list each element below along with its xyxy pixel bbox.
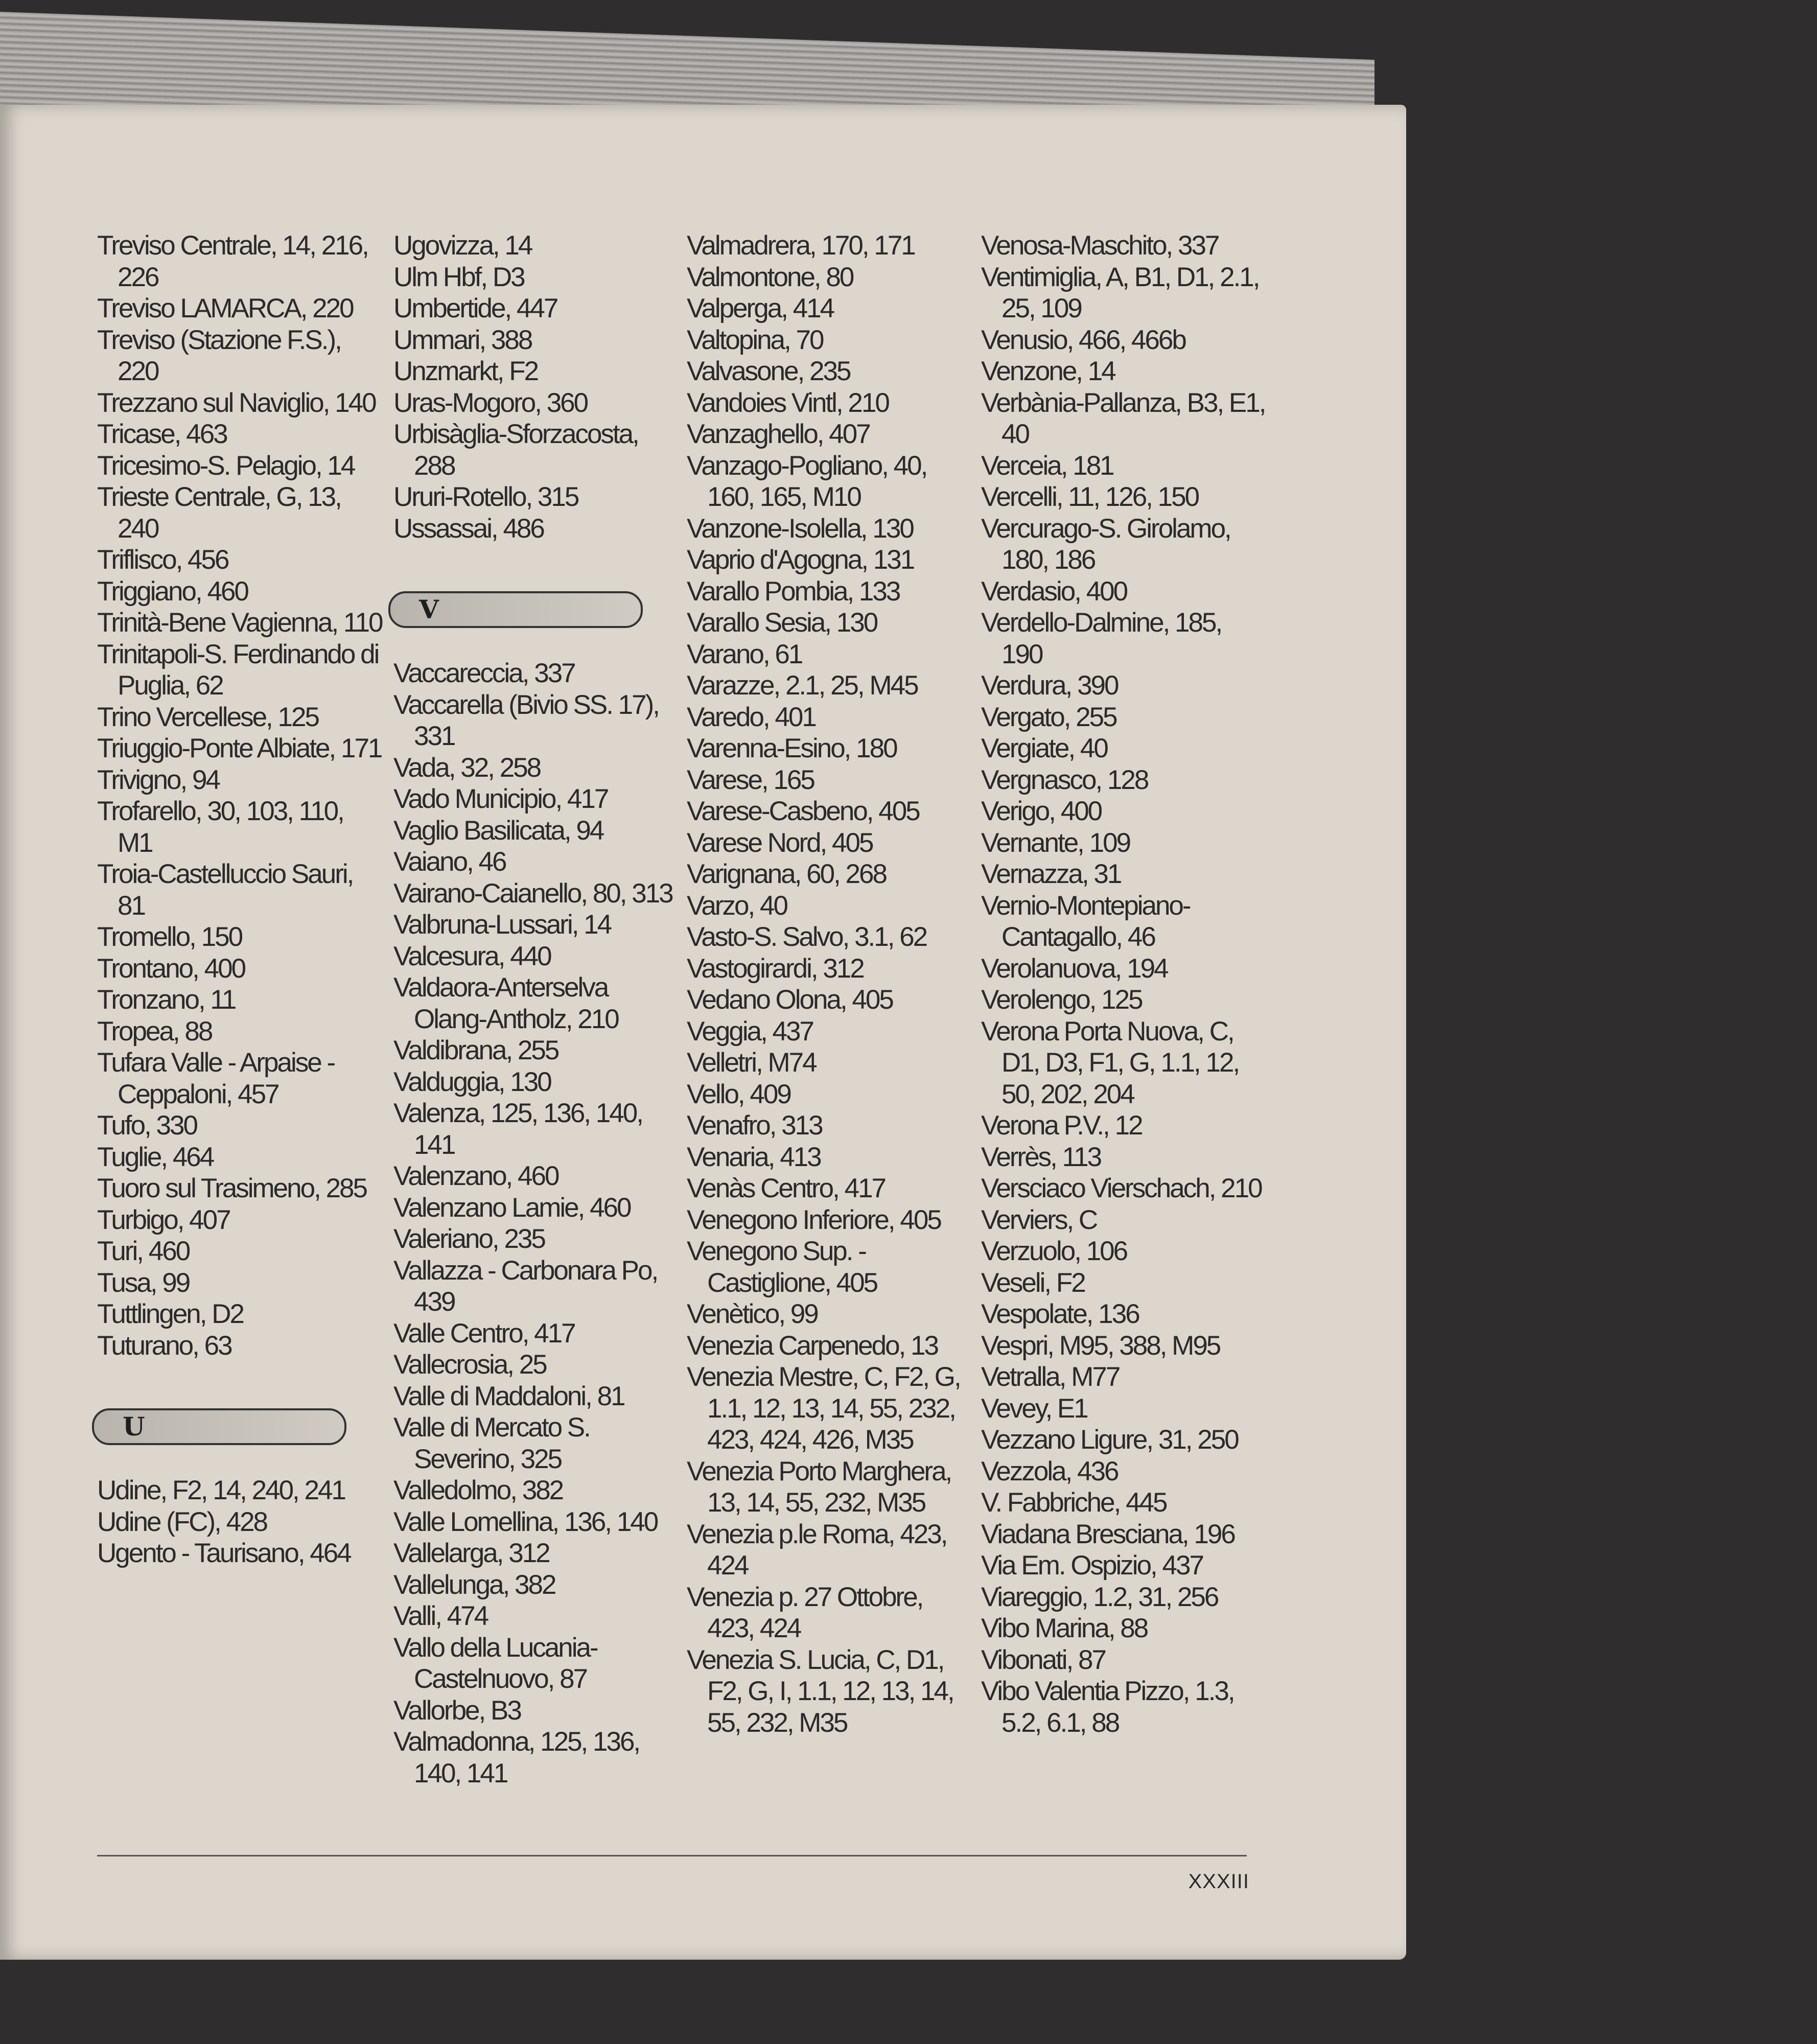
index-entry: Tronzano, 11 [97,985,236,1015]
index-entry: Vernante, 109 [981,827,1130,858]
index-entry: Varallo Sesia, 130 [687,608,877,638]
index-entry: Venezia p. 27 Ottobre, 423, 424 [687,1582,923,1643]
index-entry: Trieste Centrale, G, 13, 240 [97,482,341,544]
index-entry: Valmontone, 80 [687,262,853,292]
index-entry: Valenzano Lamie, 460 [393,1192,631,1223]
index-entry: Varignana, 60, 268 [687,859,886,889]
page-number: XXXIII [1188,1870,1249,1893]
index-entry: Vaccareccia, 337 [393,658,575,688]
index-entry: Trontano, 400 [97,953,245,984]
index-entry: Vanzago-Pogliano, 40, 160, 165, M10 [687,450,927,512]
index-entry: Vibo Marina, 88 [981,1613,1148,1643]
index-column-2 [393,230,680,1789]
index-entry: Vetralla, M77 [981,1362,1120,1392]
index-entry: Viareggio, 1.2, 31, 256 [981,1582,1218,1612]
index-entry: Valledolmo, 382 [393,1475,563,1505]
index-entry: Vergato, 255 [981,702,1116,732]
index-entry: Vanzone-Isolella, 130 [687,513,913,544]
index-entry: Venafro, 313 [687,1110,822,1141]
section-letter: V [419,594,439,624]
index-entry: Turbigo, 407 [97,1204,230,1235]
index-entry: Valbruna-Lussari, 14 [393,910,611,940]
index-entry: Viadana Bresciana, 196 [981,1519,1234,1549]
index-entry: Verrès, 113 [981,1142,1101,1172]
index-entry: Trivigno, 94 [97,764,219,795]
index-entry: Valmadonna, 125, 136, 140, 141 [393,1727,640,1788]
index-entry: Valtopina, 70 [687,324,823,355]
index-entry: Venusio, 466, 466b [981,324,1185,355]
index-entry: Trinità-Bene Vagienna, 110 [97,608,382,638]
index-entry: Valli, 474 [393,1601,488,1631]
index-entry: Valdaora-Anterselva Olang-Antholz, 210 [393,972,618,1034]
index-entry: Tuttlingen, D2 [97,1299,243,1329]
index-entry: Trinitapoli-S. Ferdinando di Puglia, 62 [97,639,379,701]
index-entry: Vado Municipio, 417 [393,784,608,814]
index-entry: Verdello-Dalmine, 185, 190 [981,608,1222,669]
index-entry: Verolanuova, 194 [981,953,1168,984]
index-entry: Verona Porta Nuova, C, D1, D3, F1, G, 1.1, 12, 50, 202, 204 [981,1016,1239,1109]
index-entry: Tuoro sul Trasimeno, 285 [97,1173,366,1203]
index-entry: Urbisàglia-Sforzacosta, 288 [393,419,638,481]
index-entry: Tricase, 463 [97,419,227,449]
index-entry: Trofarello, 30, 103, 110, M1 [97,796,343,858]
index-entry: Vallazza - Carbonara Po, 439 [393,1255,658,1317]
index-entry: Vevey, E1 [981,1393,1087,1424]
index-entry: Unzmarkt, F2 [393,356,538,386]
index-entry: Valdibrana, 255 [393,1035,558,1065]
index-entry: Versciaco Vierschach, 210 [981,1173,1262,1203]
index-entry: Ummari, 388 [393,324,532,355]
index-entry: Trino Vercellese, 125 [97,702,318,732]
index-entry: Venegono Sup. - Castiglione, 405 [687,1236,877,1298]
index-entry: Varese Nord, 405 [687,827,873,858]
index-column-3 [687,230,973,1738]
index-entry: Varallo Pombia, 133 [687,576,900,607]
index-entry: Treviso LAMARCA, 220 [97,293,353,323]
index-entry: Verigo, 400 [981,796,1102,826]
index-entry: Vibonati, 87 [981,1644,1105,1675]
index-entry: Varano, 61 [687,639,802,669]
index-entry: Verzuolo, 106 [981,1236,1127,1266]
index-entry: Vallorbe, B3 [393,1695,521,1726]
index-entry: Via Em. Ospizio, 437 [981,1550,1203,1581]
index-entry: Varedo, 401 [687,702,816,732]
index-entry: Vergiate, 40 [981,733,1107,763]
index-entry: Vallelarga, 312 [393,1538,549,1568]
index-entry: Umbertide, 447 [393,293,557,323]
index-entry: Valle Centro, 417 [393,1318,575,1349]
index-entry: Ussassai, 486 [393,513,544,544]
index-entry: Verbània-Pallanza, B3, E1, 40 [981,387,1265,449]
index-entry: Vairano-Caianello, 80, 313 [393,878,672,909]
index-entry: Valduggia, 130 [393,1066,551,1097]
index-entry: Venezia Porto Marghera, 13, 14, 55, 232, M35 [687,1456,951,1518]
index-column-1 [97,230,383,1569]
index-entry: Verdura, 390 [981,670,1118,701]
index-entry: Varzo, 40 [687,890,787,921]
index-entry: Valvasone, 235 [687,356,850,386]
index-entry: Uras-Mogoro, 360 [393,387,588,418]
index-entry: Treviso (Stazione F.S.), 220 [97,324,341,386]
index-entry: Verona P.V., 12 [981,1110,1142,1141]
index-entry: Trezzano sul Naviglio, 140 [97,387,376,418]
index-entry: Vanzaghello, 407 [687,419,870,449]
index-entry: V. Fabbriche, 445 [981,1488,1167,1518]
index-entry: Verdasio, 400 [981,576,1127,607]
index-entry: Valle di Maddaloni, 81 [393,1381,624,1411]
index-entry: Troia-Castelluccio Sauri, 81 [97,859,353,921]
index-entry: Varazze, 2.1, 25, M45 [687,670,918,701]
index-entry: Vaccarella (Bivio SS. 17), 331 [393,689,659,751]
index-entry: Ugento - Taurisano, 464 [97,1538,351,1568]
index-entry: Venegono Inferiore, 405 [687,1204,941,1235]
index-entry: Varenna-Esino, 180 [687,733,897,763]
index-entry: Valeriano, 235 [393,1224,545,1254]
index-entry: Valenzano, 460 [393,1161,558,1191]
index-entry: Tropea, 88 [97,1016,212,1047]
index-entry: Tusa, 99 [97,1267,190,1298]
index-entry: Velletri, M74 [687,1048,816,1078]
index-entry: Tromello, 150 [97,922,242,952]
index-entry: Vernio-Montepiano-Cantagallo, 46 [981,890,1190,952]
index-entry: Venezia Mestre, C, F2, G, 1.1, 12, 13, 14, 55, 232, 423, 424, 426, M35 [687,1362,960,1455]
index-entry: Vastogirardi, 312 [687,953,864,984]
index-entry: Venezia S. Lucia, C, D1, F2, G, I, 1.1, 12, 13, 14, 55, 232, M35 [687,1644,953,1738]
index-entry: Vaglio Basilicata, 94 [393,815,603,846]
index-entry: Vespri, M95, 388, M95 [981,1330,1220,1361]
index-entry: Tuglie, 464 [97,1142,214,1172]
index-entry: Venezia p.le Roma, 423, 424 [687,1519,947,1581]
index-entry: Ventimiglia, A, B1, D1, 2.1, 25, 109 [981,262,1259,323]
index-entry: Venzone, 14 [981,356,1115,386]
index-entry: Venosa-Maschito, 337 [981,230,1219,261]
index-entry: Vercurago-S. Girolamo, 180, 186 [981,513,1230,575]
index-entry: Vasto-S. Salvo, 3.1, 62 [687,922,927,952]
index-column-4 [981,230,1267,1738]
index-entry: Treviso Centrale, 14, 216, 226 [97,230,368,292]
index-entry: Vespolate, 136 [981,1299,1139,1329]
index-entry: Valle Lomellina, 136, 140 [393,1506,658,1537]
index-entry: Tuturano, 63 [97,1330,231,1361]
index-entry: Udine, F2, 14, 240, 241 [97,1475,345,1505]
section-header [388,591,643,628]
index-entry: Vada, 32, 258 [393,752,541,783]
index-entry: Valmadrera, 170, 171 [687,230,915,261]
index-entry: Valle di Mercato S. Severino, 325 [393,1412,590,1474]
index-entry: Tricesimo-S. Pelagio, 14 [97,450,355,481]
index-entry: Vibo Valentia Pizzo, 1.3, 5.2, 6.1, 88 [981,1676,1234,1738]
index-entry: Veggia, 437 [687,1016,813,1047]
index-entry: Vernazza, 31 [981,859,1121,889]
index-entry: Venètico, 99 [687,1299,818,1329]
index-entry: Vallecrosia, 25 [393,1350,546,1380]
index-entry: Vandoies Vintl, 210 [687,387,889,418]
index-entry: Vercelli, 11, 126, 150 [981,482,1199,512]
index-entry: Ulm Hbf, D3 [393,262,524,292]
index-entry: Vallo della Lucania-Castelnuovo, 87 [393,1632,597,1694]
index-entry: Vergnasco, 128 [981,764,1148,795]
index-entry: Vezzola, 436 [981,1456,1118,1486]
index-entry: Valperga, 414 [687,293,834,323]
index-entry: Varese, 165 [687,764,814,795]
index-entry: Veseli, F2 [981,1267,1085,1298]
index-entry: Varese-Casbeno, 405 [687,796,919,826]
index-entry: Venàs Centro, 417 [687,1173,886,1203]
index-entry: Vallelunga, 382 [393,1569,555,1600]
index-entry: Valcesura, 440 [393,941,551,971]
index-entry: Verviers, C [981,1204,1097,1235]
index-entry: Verceia, 181 [981,450,1113,481]
section-letter: U [123,1411,145,1442]
index-entry: Vello, 409 [687,1079,790,1109]
index-entry: Venezia Carpenedo, 13 [687,1330,938,1361]
index-entry: Udine (FC), 428 [97,1506,267,1537]
index-entry: Vedano Olona, 405 [687,985,893,1015]
index-entry: Valenza, 125, 136, 140, 141 [393,1098,642,1160]
index-entry: Ugovizza, 14 [393,230,532,261]
index-entry: Triggiano, 460 [97,576,248,607]
index-entry: Triflisco, 456 [97,545,228,575]
index-entry: Tufara Valle - Arpaise - Ceppaloni, 457 [97,1048,335,1109]
index-entry: Verolengo, 125 [981,985,1142,1015]
index-entry: Turi, 460 [97,1236,190,1266]
index-entry: Venaria, 413 [687,1142,821,1172]
section-header [92,1408,346,1445]
index-entry: Vezzano Ligure, 31, 250 [981,1425,1238,1455]
index-entry: Vaprio d'Agogna, 131 [687,545,914,575]
bottom-rule [97,1855,1247,1856]
index-entry: Tufo, 330 [97,1110,197,1141]
index-entry: Vaiano, 46 [393,847,506,877]
index-entry: Triuggio-Ponte Albiate, 171 [97,733,382,763]
index-entry: Ururi-Rotello, 315 [393,482,578,512]
